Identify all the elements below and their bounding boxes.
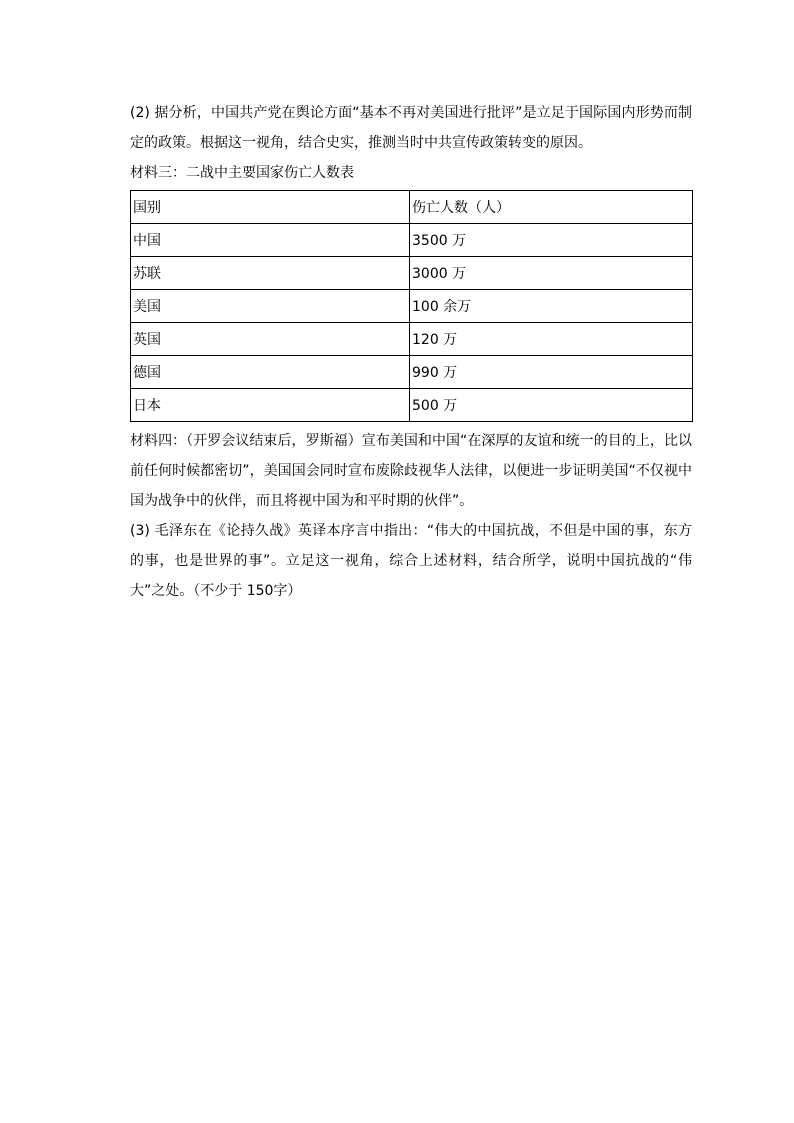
table-row [131, 224, 693, 257]
casualty-cell: 100 余万 [410, 290, 693, 323]
question-3-text: (3) 毛泽东在《论持久战》英译本序言中指出：“伟大的中国抗战，不但是中国的事，东方的事，也是世界的事”。立足这一视角，综合上述材料，结合所学，说明中国抗战的“伟大”之处。（不少于 150字） [130, 523, 692, 599]
casualty-cell: 500 万 [410, 389, 693, 422]
table-row [131, 323, 693, 356]
material-3-title: 材料三：二战中主要国家伤亡人数表 [130, 165, 354, 181]
country-cell: 苏联 [131, 257, 410, 290]
table-row [131, 257, 693, 290]
table-row [131, 389, 693, 422]
country-cell: 日本 [131, 389, 410, 422]
casualty-cell: 990 万 [410, 356, 693, 389]
casualty-cell: 120 万 [410, 323, 693, 356]
casualty-cell: 3500 万 [410, 224, 693, 257]
question-2-text: (2) 据分析，中国共产党在舆论方面“基本不再对美国进行批评”是立足于国际国内形势而制定的政策。根据这一视角，结合史实，推测当时中共宣传政策转变的原因。 [130, 105, 692, 151]
country-cell: 德国 [131, 356, 410, 389]
country-cell: 英国 [131, 323, 410, 356]
country-cell: 中国 [131, 224, 410, 257]
document-page [130, 98, 692, 606]
header-casualties: 伤亡人数（人） [410, 191, 693, 224]
casualty-cell: 3000 万 [410, 257, 693, 290]
casualty-table [130, 190, 693, 422]
table-row [131, 356, 693, 389]
table-row [131, 290, 693, 323]
table-header-row [131, 191, 693, 224]
material-4-text: 材料四：（开罗会议结束后，罗斯福）宣布美国和中国“在深厚的友谊和统一的目的上，比以前任何时候都密切”，美国国会同时宣布废除歧视华人法律，以便进一步证明美国“不仅视中国为战争中的伙伴，而且将视中国为和平时期的伙伴”。 [130, 433, 692, 509]
header-country: 国别 [131, 191, 410, 224]
country-cell: 美国 [131, 290, 410, 323]
